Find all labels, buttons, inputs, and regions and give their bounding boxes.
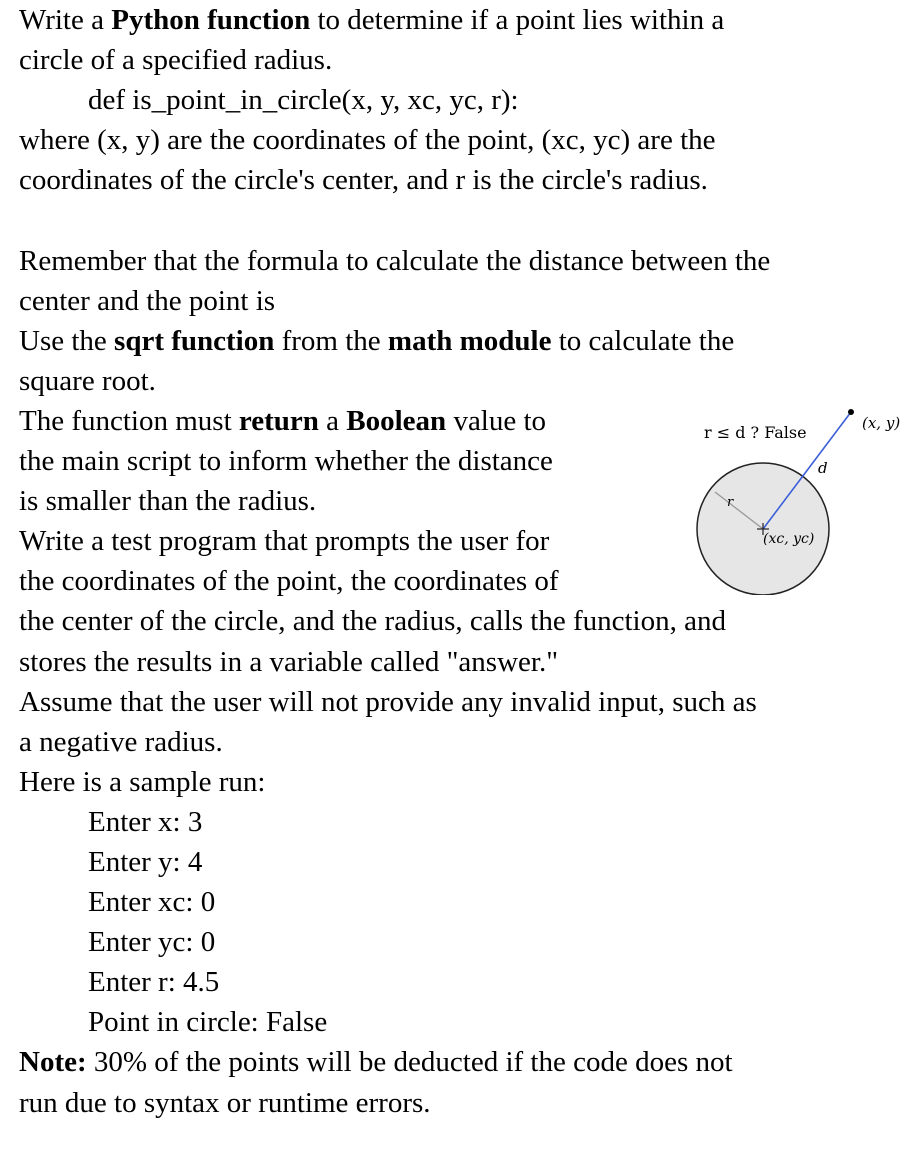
intro-line-5: coordinates of the circle's center, and r is the circle's radius. [19, 164, 708, 197]
remember-line-2: center and the point is [19, 284, 276, 317]
test-line-5: Assume that the user will not provide any invalid input, such as [19, 685, 757, 718]
sample-run-line: Enter xc: 0 [88, 886, 216, 919]
remember-line-4: square root. [19, 364, 156, 397]
condition-label: r ≤ d ? False [704, 423, 807, 442]
returns-line-3: is smaller than the radius. [19, 485, 317, 518]
test-line-4: stores the results in a variable called "answer." [19, 645, 559, 678]
intro-line-2: circle of a specified radius. [19, 44, 333, 77]
blank-line [19, 200, 914, 240]
note-line-1: Note: 30% of the points will be deducted if the code does not [19, 1046, 733, 1079]
sample-run-line: Enter yc: 0 [88, 926, 216, 959]
sample-run-line: Enter x: 3 [88, 805, 203, 838]
circle-diagram [688, 400, 914, 595]
test-line-2: the coordinates of the point, the coordinates of [19, 565, 559, 598]
point-marker [848, 409, 854, 415]
test-line-1: Write a test program that prompts the user for [19, 525, 550, 558]
point-label: (x, y) [862, 414, 901, 432]
test-line-3: the center of the circle, and the radius, calls the function, and [19, 605, 726, 638]
remember-line-3: Use the sqrt function from the math module to calculate the [19, 324, 735, 357]
test-line-7: Here is a sample run: [19, 765, 266, 798]
test-line-6: a negative radius. [19, 725, 223, 758]
distance-label: d [818, 459, 828, 477]
intro-line-4: where (x, y) are the coordinates of the point, (xc, yc) are the [19, 124, 716, 157]
intro-line-1: Write a Python function to determine if a point lies within a [19, 4, 725, 36]
center-label: (xc, yc) [763, 531, 815, 547]
sample-run-line: Enter r: 4.5 [88, 966, 220, 999]
sample-run-line: Enter y: 4 [88, 845, 203, 878]
remember-line-1: Remember that the formula to calculate the distance between the [19, 244, 771, 277]
returns-line-1: The function must return a Boolean value to [19, 404, 547, 437]
radius-label: r [727, 495, 734, 510]
returns-line-2: the main script to inform whether the distance [19, 445, 553, 478]
note-line-2: run due to syntax or runtime errors. [19, 1086, 431, 1119]
sample-run-line: Point in circle: False [88, 1006, 328, 1039]
function-signature: def is_point_in_circle(x, y, xc, yc, r): [88, 84, 519, 117]
